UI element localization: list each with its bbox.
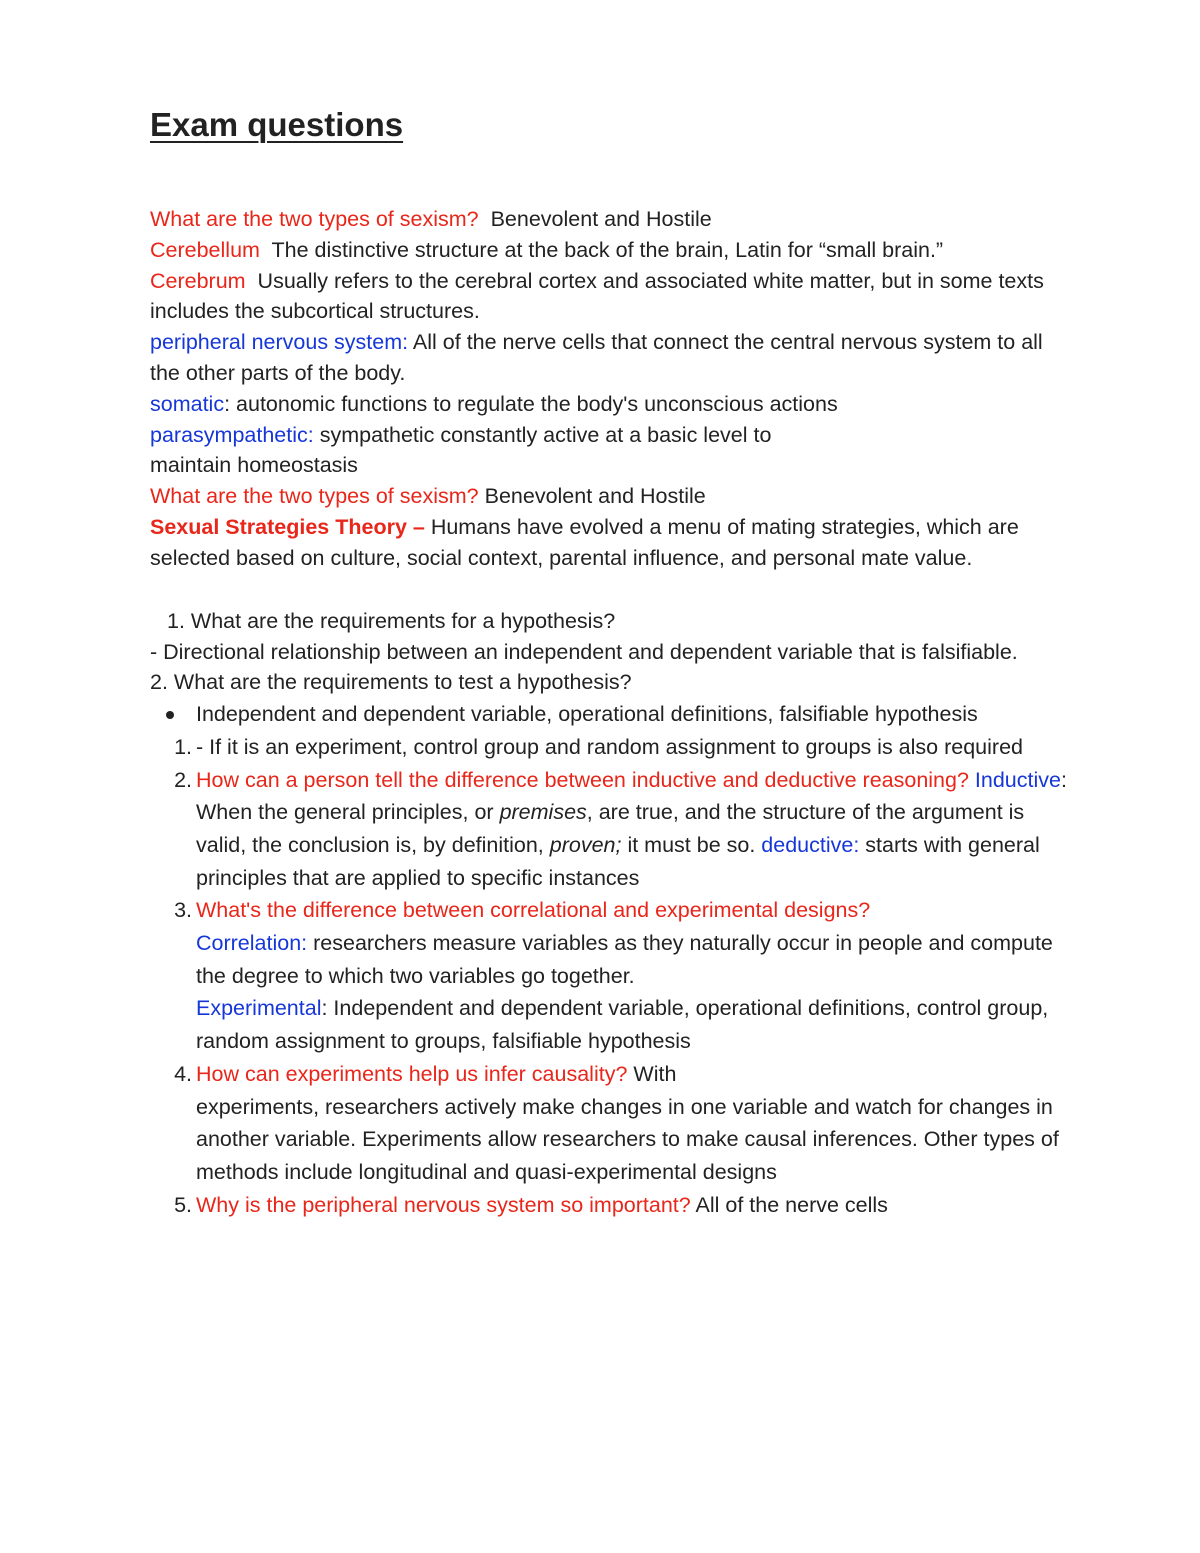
list-item <box>150 1058 1070 1189</box>
cerebellum-line <box>150 235 1070 266</box>
sexism-line-2 <box>150 481 1070 512</box>
number: 1. <box>167 608 185 633</box>
term: parasympathetic: <box>150 422 314 447</box>
answer: researchers measure variables as they naturally occur in people and compute the degree to which two variables go together. <box>196 931 1053 988</box>
list-number: 2. <box>174 767 192 792</box>
list-item <box>150 731 1070 764</box>
list-item <box>150 894 1070 1058</box>
spacer <box>150 574 1070 606</box>
term: Experimental <box>196 996 322 1021</box>
question-text: What are the requirements for a hypothesis? <box>190 608 616 633</box>
question: How can experiments help us infer causality? <box>196 1061 628 1086</box>
answer: experiments, researchers actively make changes in one variable and watch for changes in another variable. Experiments allow researchers to make causal inferences. Other types of methods include longitudinal and quasi-experimental designs <box>196 1094 1059 1184</box>
answer: it must be so. <box>621 832 762 857</box>
emphasis: premises <box>499 800 587 825</box>
term: peripheral nervous system: <box>150 330 409 355</box>
question: How can a person tell the difference between inductive and deductive reasoning? <box>196 767 969 792</box>
answer: Benevolent and Hostile <box>484 484 706 509</box>
answer: Benevolent and Hostile <box>490 207 712 231</box>
answer: : When the general principles, or <box>196 767 1067 825</box>
pns-line <box>150 327 1070 389</box>
question: What are the two types of sexism? <box>150 207 479 231</box>
answer: , are true, and the structure of the argument is valid, the conclusion is, by definition, <box>196 800 1025 857</box>
question: Why is the peripheral nervous system so important? <box>196 1192 691 1217</box>
definition-cont: maintain homeostasis <box>150 453 358 478</box>
parasympathetic-line <box>150 420 1070 482</box>
question: What's the difference between correlational and experimental designs? <box>196 898 871 923</box>
definition: : autonomic functions to regulate the body's unconscious actions <box>224 391 838 416</box>
definition: sympathetic constantly active at a basic level to <box>319 422 772 447</box>
bullet-icon <box>166 711 174 719</box>
list-number: 1. <box>174 734 192 759</box>
term: Inductive <box>974 767 1061 792</box>
sexism-line-1 <box>150 204 1070 235</box>
list-item <box>150 764 1070 895</box>
emphasis: proven; <box>549 832 622 857</box>
page-title: Exam questions <box>150 106 404 143</box>
definition: Humans have evolved a menu of mating strategies, which are selected based on culture, social context, parental influence, and personal mate value. <box>150 514 1019 570</box>
sst-line <box>150 512 1070 574</box>
numbered-list <box>150 731 1070 1222</box>
question-2: 2. What are the requirements to test a hypothesis? <box>150 670 632 695</box>
bullet-list <box>150 698 1070 731</box>
answer: All of the nerve cells <box>695 1192 888 1217</box>
question-1 <box>150 606 1070 637</box>
item-text: - If it is an experiment, control group and random assignment to groups is also required <box>196 734 1023 759</box>
definition: Usually refers to the cerebral cortex and associated white matter, but in some texts includes the subcortical structures. <box>150 268 1044 324</box>
list-number: 5. <box>174 1192 192 1217</box>
list-item <box>150 1189 1070 1222</box>
definition: The distinctive structure at the back of the brain, Latin for “small brain.” <box>271 237 944 262</box>
cerebrum-line <box>150 266 1070 328</box>
list-number: 4. <box>174 1061 192 1086</box>
somatic-line <box>150 389 1070 420</box>
term: Correlation: <box>196 931 308 956</box>
term: deductive: <box>761 832 860 857</box>
term: Cerebellum <box>150 237 260 262</box>
answer: starts with general principles that are applied to specific instances <box>196 832 1040 890</box>
term: Sexual Strategies Theory – <box>150 514 425 539</box>
term: Cerebrum <box>150 268 246 293</box>
item-text: Independent and dependent variable, operational definitions, falsifiable hypothesis <box>196 702 978 727</box>
list-number: 3. <box>174 898 192 923</box>
question-1-answer: - Directional relationship between an independent and dependent variable that is falsifiable. <box>150 639 1018 664</box>
term: somatic <box>150 391 225 416</box>
document-body <box>150 204 1070 1221</box>
question: What are the two types of sexism? <box>150 484 479 509</box>
answer: With <box>633 1061 677 1086</box>
list-item <box>150 698 1070 731</box>
answer: : Independent and dependent variable, operational definitions, control group, random assignment to groups, falsifiable hypothesis <box>196 996 1049 1054</box>
definition: All of the nerve cells that connect the central nervous system to all the other parts of the body. <box>150 330 1043 385</box>
